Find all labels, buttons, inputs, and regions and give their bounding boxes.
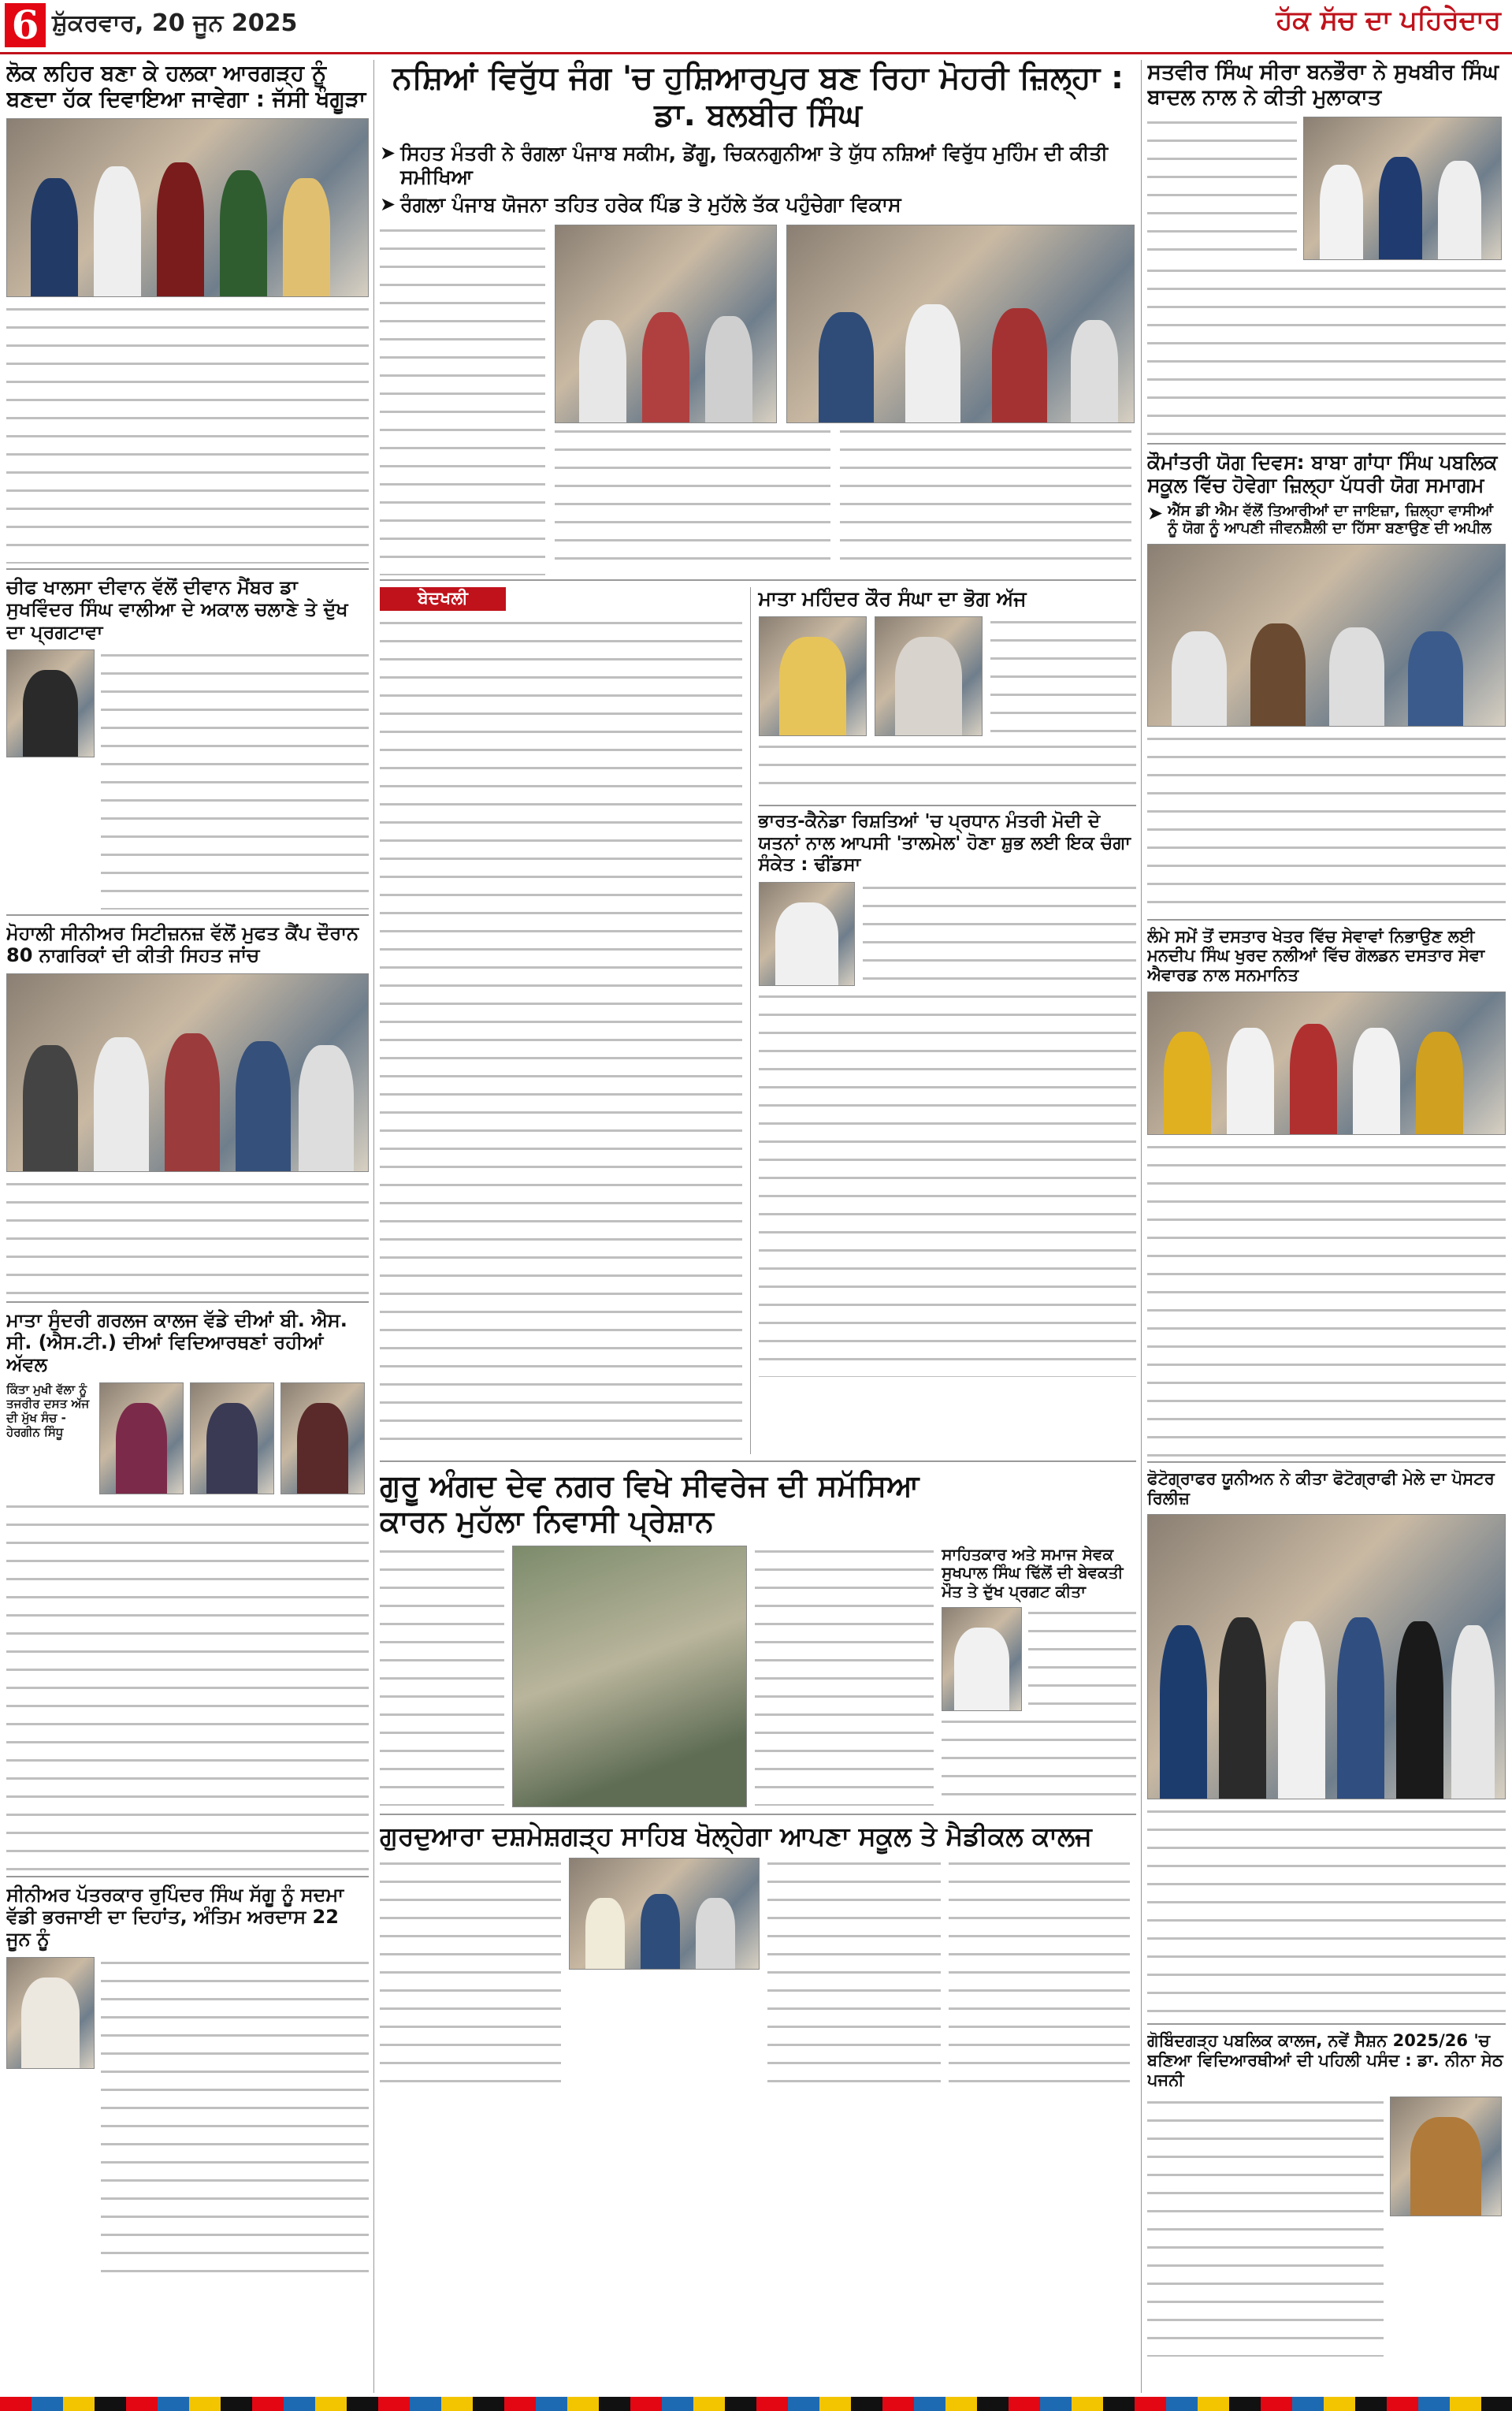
notice-body (380, 617, 742, 1453)
footer-color-bar (0, 2397, 1512, 2411)
story-body (1147, 1141, 1506, 1457)
story-body (101, 1957, 369, 2272)
story-headline: ਲੰਮੇ ਸਮੇਂ ਤੋਂ ਦਸਤਾਰ ਖੇਤਰ ਵਿੱਚ ਸੇਵਾਵਾਂ ਨਿਭਾਉਣ ਲਈ ਮਨਦੀਪ ਸਿੰਘ ਖੁਰਦ ਨਲੀਆਂ ਵਿੱਚ ਗੋਲਡਨ ਦਸਤਾਰ ਸੇਵਾ ਐਵਾਰਡ ਨਾਲ ਸਨਮਾਨਿਤ (1147, 926, 1485, 985)
story-body (759, 991, 1136, 1377)
meeting-photo (786, 225, 1135, 423)
portrait-photo (875, 616, 983, 736)
story-body (1147, 2097, 1384, 2357)
masthead-title: ਹੱਕ ਸੱਚ ਦਾ ਪਹਿਰੇਦਾਰ (1276, 5, 1501, 36)
story-headline: ਸਤਵੀਰ ਸਿੰਘ ਸੀਰਾ ਬਨਭੌਰਾ ਨੇ ਸੁਖਬੀਰ ਸਿੰਘ ਬਾਦਲ ਨਾਲ ਨੇ ਕੀਤੀ ਮੁਲਾਕਾਤ (1147, 60, 1499, 110)
lead-body (555, 426, 830, 571)
story-body (1147, 265, 1506, 438)
portrait-photo (6, 649, 95, 757)
story-subhead: ਐੱਸ ਡੀ ਐਮ ਵੱਲੋਂ ਤਿਆਰੀਆਂ ਦਾ ਜਾਇਜ਼ਾ, ਜ਼ਿਲ੍ਹਾ ਵਾਸੀਆਂ ਨੂੰ ਯੋਗ ਨੂੰ ਆਪਣੀ ਜੀਵਨਸ਼ੈਲੀ ਦਾ ਹਿੱਸਾ ਬਣਾਉਣ ਦੀ ਅਪੀਲ (1168, 501, 1494, 538)
portrait-photo (6, 1957, 95, 2069)
story-body (863, 882, 1136, 984)
story-body (990, 616, 1136, 735)
story-body (759, 741, 1136, 800)
story-body (942, 1716, 1136, 1803)
story-body (1028, 1607, 1136, 1710)
story-body (380, 1858, 561, 2094)
arrow-bullet-icon: ➤ (1147, 501, 1164, 524)
student-photo (190, 1382, 274, 1494)
portrait-photo (1390, 2097, 1502, 2216)
story-body (1147, 117, 1297, 259)
student-photo (280, 1382, 365, 1494)
lead-subhead: ਸਿਹਤ ਮੰਤਰੀ ਨੇ ਰੰਗਲਾ ਪੰਜਾਬ ਸਕੀਮ, ਡੇਂਗੂ, ਚਿਕਨਗੁਨੀਆ ਤੇ ਯੁੱਧ ਨਸ਼ਿਆਂ ਵਿਰੁੱਧ ਮੁਹਿੰਮ ਦੀ ਕੀਤੀ ਸਮੀਖਿਆ (400, 142, 1109, 188)
story-headline: ਗੁਰਦੁਆਰਾ ਦਸ਼ਮੇਸ਼ਗੜ੍ਹ ਸਾਹਿਬ ਖੋਲ੍ਹੇਗਾ ਆਪਣਾ ਸਕੂਲ ਤੇ ਮੈਡੀਕਲ ਕਾਲਜ (380, 1820, 1092, 1851)
arrow-bullet-icon: ➤ (380, 142, 396, 165)
story-headline: ਮਾਤਾ ਮਹਿੰਦਰ ਕੌਰ ਸੰਘਾ ਦਾ ਭੋਗ ਅੱਜ (758, 586, 1027, 610)
right-column (1147, 60, 1506, 2393)
left-column (6, 60, 369, 2393)
meeting-photo (1303, 117, 1502, 260)
story-headline: ਕੌਮਾਂਤਰੀ ਯੋਗ ਦਿਵਸ: ਬਾਬਾ ਗਾਂਧਾ ਸਿੰਘ ਪਬਲਿਕ ਸਕੂਲ ਵਿੱਚ ਹੋਵੇਗਾ ਜ਼ਿਲ੍ਹਾ ਪੱਧਰੀ ਯੋਗ ਸਮਾਗਮ (1147, 450, 1498, 497)
story-headline: ਗੋਬਿੰਦਗੜ੍ਹ ਪਬਲਿਕ ਕਾਲਜ, ਨਵੇਂ ਸੈਸ਼ਨ 2025/26 'ਚ ਬਣਿਆ ਵਿਦਿਆਰਥੀਆਂ ਦੀ ਪਹਿਲੀ ਪਸੰਦ : ਡਾ. ਨੀਨਾ ਸੇਠ ਪਜਨੀ (1147, 2031, 1503, 2089)
center-section (380, 60, 1136, 2393)
student-photo (99, 1382, 184, 1494)
story-body (1147, 1806, 1506, 2018)
sewerage-photo (512, 1546, 747, 1807)
section-tag: ਬੇਦਖਲੀ (380, 587, 506, 611)
story-photo (6, 973, 369, 1172)
portrait-photo (942, 1607, 1022, 1711)
meeting-photo (1147, 544, 1506, 727)
lead-body (380, 225, 545, 575)
arrow-bullet-icon: ➤ (380, 193, 396, 216)
story-headline: ਮਾਤਾ ਸੁੰਦਰੀ ਗਰਲਜ ਕਾਲਜ ਵੱਡੇ ਦੀਆਂ ਬੀ. ਐਸ. ਸੀ. (ਐਸ.ਟੀ.) ਦੀਆਂ ਵਿਦਿਆਰਥਣਾਂ ਰਹੀਆਂ ਅੱਵਲ (6, 1308, 347, 1376)
story-body (380, 1546, 504, 1806)
page-number: 6 (5, 3, 46, 47)
header-rule (0, 52, 1512, 54)
story-headline: ਸੀਨੀਅਰ ਪੱਤਰਕਾਰ ਰੁਪਿੰਦਰ ਸਿੰਘ ਸੱਗੂ ਨੂੰ ਸਦਮਾ ਵੱਡੀ ਭਰਜਾਈ ਦਾ ਦਿਹਾਂਤ, ਅੰਤਿਮ ਅਰਦਾਸ 22 ਜੂਨ ਨੂੰ (6, 1883, 344, 1951)
story-body (1147, 733, 1506, 914)
lead-headline: ਨਸ਼ਿਆਂ ਵਿਰੁੱਧ ਜੰਗ 'ਚ ਹੁਸ਼ਿਆਰਪੁਰ ਬਣ ਰਿਹਾ ਮੋਹਰੀ ਜ਼ਿਲ੍ਹਾ : ਡਾ. ਬਲਬੀਰ ਸਿੰਘ (392, 60, 1124, 134)
lead-subhead: ਰੰਗਲਾ ਪੰਜਾਬ ਯੋਜਨਾ ਤਹਿਤ ਹਰੇਕ ਪਿੰਡ ਤੇ ਮੁਹੱਲੇ ਤੱਕ ਪਹੁੰਚੇਗਾ ਵਿਕਾਸ (400, 193, 901, 217)
story-headline: ਫੋਟੋਗ੍ਰਾਫਰ ਯੂਨੀਅਨ ਨੇ ਕੀਤਾ ਫੋਟੋਗ੍ਰਾਫੀ ਮੇਲੇ ਦਾ ਪੋਸਟਰ ਰਿਲੀਜ਼ (1147, 1468, 1495, 1508)
story-headline: ਲੋਕ ਲਹਿਰ ਬਣਾ ਕੇ ਹਲਕਾ ਆਰਗੜ੍ਹ ਨੂੰ ਬਣਦਾ ਹੱਕ ਦਿਵਾਇਆ ਜਾਵੇਗਾ : ਜੱਸੀ ਖੰਗੂੜਾ (6, 60, 366, 113)
date-line: ਸ਼ੁੱਕਰਵਾਰ, 20 ਜੂਨ 2025 (52, 9, 298, 37)
lead-body (840, 426, 1131, 571)
story-headline: ਚੀਫ ਖਾਲਸਾ ਦੀਵਾਨ ਵੱਲੋਂ ਦੀਵਾਨ ਮੈਂਬਰ ਡਾ ਸੁਖਵਿੰਦਰ ਸਿੰਘ ਵਾਲੀਆ ਦੇ ਅਕਾਲ ਚਲਾਣੇ ਤੇ ਦੁੱਖ ਦਾ ਪ੍ਰਗਟਾਵਾ (6, 576, 348, 643)
portrait-photo (759, 616, 867, 736)
story-headline: ਭਾਰਤ-ਕੈਨੇਡਾ ਰਿਸ਼ਤਿਆਂ 'ਚ ਪ੍ਰਧਾਨ ਮੰਤਰੀ ਮੋਦੀ ਦੇ ਯਤਨਾਂ ਨਾਲ ਆਪਸੀ 'ਤਾਲਮੇਲ' ਹੋਣਾ ਸ਼ੁਭ ਲਈ ਇਕ ਚੰਗਾ ਸੰਕੇਤ : ਢੀਂਡਸਾ (758, 811, 1131, 875)
story-body (755, 1546, 934, 1806)
award-photo (1147, 992, 1506, 1135)
story-body (767, 1858, 941, 2094)
story-subhead: ਕਿੰਤਾ ਮੁਖੀ ਵੱਲਾ ਨੂੰ ਤਜਰੀਰ ਦਸਤ ਅੱਜ ਦੀ ਮੁੱਖ ਸੰਚ - ਹੇਰਗੀਨ ਸਿੰਧੂ (6, 1382, 90, 1439)
story-body (6, 1178, 369, 1297)
meeting-photo (555, 225, 777, 423)
story-photo (6, 118, 369, 297)
story-headline: ਗੁਰੂ ਅੰਗਦ ਦੇਵ ਨਗਰ ਵਿਖੇ ਸੀਵਰੇਜ ਦੀ ਸਮੱਸਿਆ ਕਾਰਨ ਮੁਹੱਲਾ ਨਿਵਾਸੀ ਪ੍ਰੇਸ਼ਾਨ (380, 1468, 919, 1539)
poster-release-photo (1147, 1514, 1506, 1799)
portrait-photo (759, 882, 855, 986)
story-body (949, 1858, 1130, 2094)
story-headline: ਮੋਹਾਲੀ ਸੀਨੀਅਰ ਸਿਟੀਜ਼ਨਜ਼ ਵੱਲੋਂ ਮੁਫਤ ਕੈਂਪ ਦੌਰਾਨ 80 ਨਾਗਰਿਕਾਂ ਦੀ ਕੀਤੀ ਸਿਹਤ ਜਾਂਚ (6, 922, 359, 967)
gathering-photo (569, 1858, 760, 1970)
story-headline: ਸਾਹਿਤਕਾਰ ਅਤੇ ਸਮਾਜ ਸੇਵਕ ਸੁਖਪਾਲ ਸਿੰਘ ਢਿੱਲੋਂ ਦੀ ਬੇਵਕਤੀ ਮੌਤ ਤੇ ਦੁੱਖ ਪ੍ਰਗਟ ਕੀਤਾ (942, 1544, 1124, 1601)
story-body (6, 1501, 369, 1871)
story-body (101, 649, 369, 910)
story-body (6, 303, 369, 564)
